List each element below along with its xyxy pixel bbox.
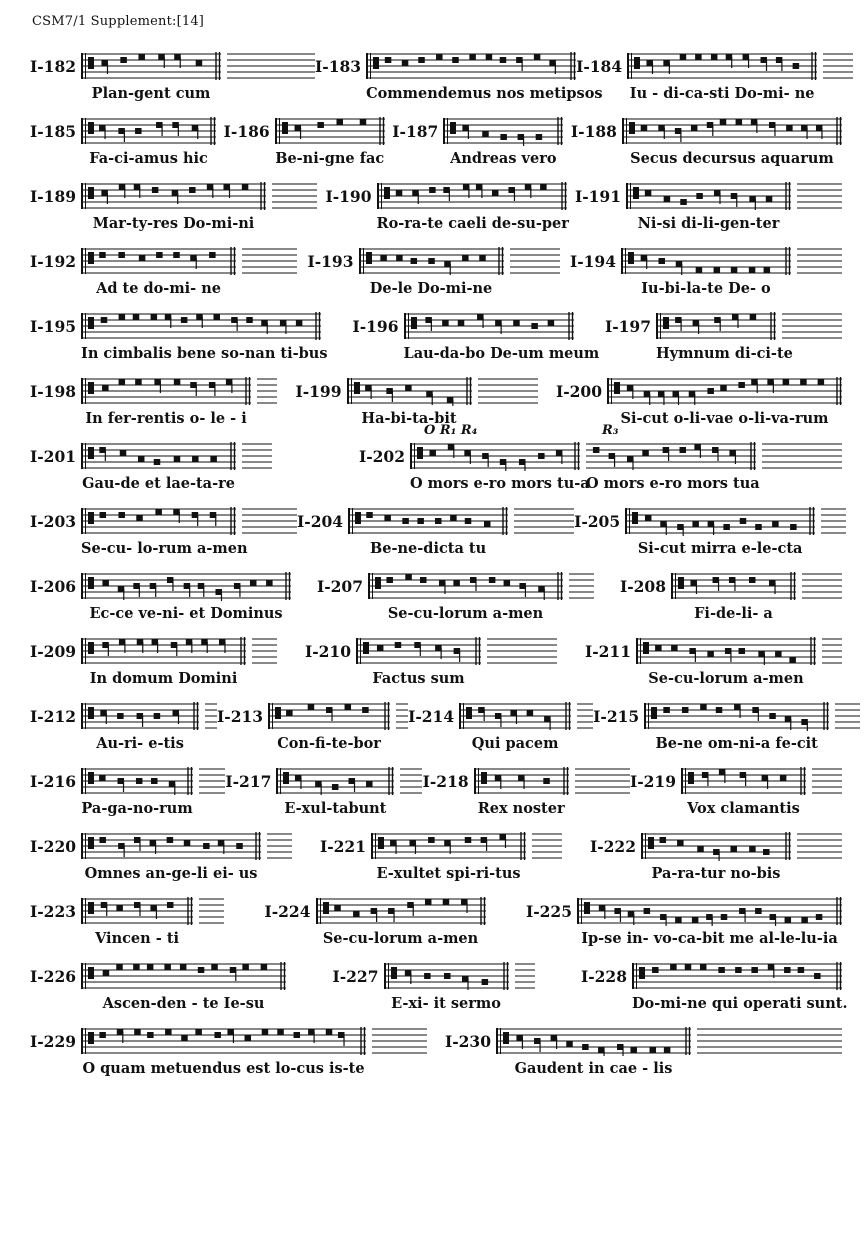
staff-wrap — [368, 569, 594, 622]
staff-notation — [410, 439, 842, 475]
staff-notation — [81, 114, 216, 150]
incipit-i-200 — [556, 374, 842, 427]
incipit-caption: Fa-ci-amus hic — [89, 150, 208, 167]
incipit-i-208 — [620, 569, 842, 622]
incipit-i-211 — [585, 634, 842, 687]
incipit-i-222 — [590, 829, 842, 882]
staff-notation — [366, 49, 576, 85]
incipit-i-186 — [224, 114, 385, 167]
staff-notation — [81, 634, 277, 670]
incipit-label: I-196 — [352, 317, 399, 336]
incipit-i-224 — [264, 894, 485, 947]
incipit-caption: De-le Do-mi-ne — [369, 280, 493, 297]
staff-notation — [632, 959, 842, 995]
incipit-label: I-184 — [576, 57, 623, 76]
incipit-i-189 — [30, 179, 317, 232]
staff-notation — [359, 244, 560, 280]
incipit-label: I-208 — [619, 577, 666, 596]
incipit-label: I-217 — [225, 772, 272, 791]
staff-wrap — [474, 764, 630, 817]
incipit-caption: Omnes an-ge-li ei- us — [84, 865, 258, 882]
incipit-label: I-223 — [30, 902, 77, 921]
incipit-i-202 — [358, 423, 842, 492]
staff-notation — [348, 504, 574, 540]
incipit-i-191 — [575, 179, 842, 232]
incipit-label: I-207 — [316, 577, 364, 596]
staff-wrap — [81, 244, 297, 297]
incipit-i-198 — [30, 374, 277, 427]
incipit-label: I-199 — [295, 382, 342, 401]
incipit-label: I-191 — [574, 187, 621, 206]
staff-notation — [81, 699, 217, 735]
incipit-row — [30, 374, 842, 427]
staff-notation — [347, 374, 538, 410]
staff-notation — [81, 959, 286, 995]
incipit-i-190 — [325, 179, 569, 232]
staff-notation — [268, 699, 408, 735]
incipit-caption: O quam metuendus est lo-cus is-te — [82, 1060, 365, 1077]
incipit-label: I-215 — [593, 707, 640, 726]
staff-wrap — [577, 894, 842, 947]
incipit-row — [30, 179, 842, 232]
incipit-i-201 — [30, 439, 272, 492]
incipit-caption: Se-cu- lo-rum a-men — [81, 540, 248, 557]
incipit-label: I-182 — [30, 57, 77, 76]
incipit-row — [30, 114, 842, 167]
incipit-label: I-186 — [223, 122, 270, 141]
staff-wrap — [81, 959, 286, 1012]
incipit-caption: Qui pacem — [471, 735, 559, 752]
incipit-label: I-205 — [574, 512, 621, 531]
staff-wrap — [359, 244, 560, 297]
incipit-caption: Iu - di-ca-sti Do-mi- ne — [629, 85, 815, 102]
incipit-caption: Con-fi-te-bor — [277, 735, 381, 752]
staff-notation — [368, 569, 594, 605]
incipit-i-218 — [423, 764, 630, 817]
staff-wrap — [81, 374, 277, 427]
incipit-label: I-185 — [30, 122, 77, 141]
incipit-label: I-226 — [30, 967, 77, 986]
incipit-label: I-202 — [358, 447, 405, 466]
incipit-row — [30, 959, 848, 1012]
staff-wrap — [625, 504, 846, 557]
incipit-label: I-190 — [325, 187, 372, 206]
incipit-i-223 — [30, 894, 224, 947]
incipit-caption: Be-ne-dicta tu — [370, 540, 487, 557]
incipit-label: I-192 — [30, 252, 77, 271]
staff-notation — [377, 179, 567, 215]
staff-wrap — [81, 49, 315, 102]
incipit-i-203 — [30, 504, 297, 557]
incipit-row — [30, 244, 842, 297]
incipit-label: I-214 — [408, 707, 455, 726]
incipit-i-219 — [630, 764, 842, 817]
incipit-label: I-230 — [444, 1032, 491, 1051]
incipit-caption: Ha-bi-ta-bit — [361, 410, 457, 427]
incipit-row — [30, 894, 842, 947]
incipit-label: I-228 — [580, 967, 627, 986]
incipit-caption: Vox clamantis — [687, 800, 800, 817]
staff-notation — [81, 569, 291, 605]
incipit-i-188 — [571, 114, 842, 167]
incipit-i-226 — [30, 959, 286, 1012]
incipit-caption: Ad te do-mi- ne — [96, 280, 221, 297]
incipit-caption: Fi-de-li- a — [694, 605, 773, 622]
incipit-caption: E-xul-tabunt — [284, 800, 387, 817]
staff-wrap — [268, 699, 408, 752]
incipit-caption: Mar-ty-res Do-mi-ni — [92, 215, 255, 232]
staff-notation — [81, 894, 224, 930]
staff-wrap — [81, 894, 224, 947]
incipit-i-192 — [30, 244, 297, 297]
incipit-label: I-213 — [217, 707, 264, 726]
incipit-caption: Commendemus nos metipsos — [366, 85, 603, 102]
staff-wrap — [671, 569, 842, 622]
staff-wrap — [81, 179, 317, 232]
incipit-caption: O mors e-ro mors tua — [586, 475, 760, 492]
incipit-row — [30, 829, 842, 882]
incipit-i-221 — [320, 829, 562, 882]
staff-wrap — [81, 439, 272, 492]
rubric-annotation: R₃ — [602, 423, 619, 438]
staff-notation — [276, 764, 422, 800]
incipit-i-182 — [30, 49, 315, 102]
staff-wrap — [275, 114, 385, 167]
staff-notation — [622, 114, 842, 150]
incipit-i-207 — [317, 569, 594, 622]
incipit-row — [30, 423, 842, 492]
incipit-caption: Ec-ce ve-ni- et Dominus — [89, 605, 283, 622]
staff-wrap — [656, 309, 842, 362]
incipit-caption: In fer-rentis o- le - i — [85, 410, 247, 427]
staff-wrap — [316, 894, 486, 947]
incipit-label: I-219 — [629, 772, 676, 791]
incipit-caption: Iu-bi-la-te De- o — [641, 280, 771, 297]
staff-wrap — [81, 699, 217, 752]
incipit-i-230 — [445, 1024, 842, 1077]
incipit-caption: Plan-gent cum — [91, 85, 211, 102]
staff-notation — [625, 504, 846, 540]
incipit-label: I-218 — [422, 772, 469, 791]
incipit-caption: Ip-se in- vo-ca-bit me al-le-lu-ia — [581, 930, 838, 947]
incipit-label: I-195 — [30, 317, 77, 336]
staff-wrap — [403, 309, 600, 362]
staff-wrap — [627, 49, 853, 102]
incipit-label: I-211 — [584, 642, 631, 661]
incipit-label: I-203 — [30, 512, 77, 531]
incipit-i-204 — [297, 504, 574, 557]
incipit-i-228 — [580, 959, 848, 1012]
incipit-label: I-212 — [30, 707, 77, 726]
incipit-caption: Do-mi-ne qui operati sunt. — [631, 995, 848, 1012]
staff-wrap — [81, 309, 328, 362]
staff-notation — [627, 49, 853, 85]
staff-notation — [81, 439, 272, 475]
incipit-label: I-200 — [555, 382, 602, 401]
incipit-caption: Ni-si di-li-gen-ter — [637, 215, 780, 232]
incipit-caption: Be-ne om-ni-a fe-cit — [655, 735, 818, 752]
staff-wrap — [81, 569, 291, 622]
incipit-label: I-201 — [30, 447, 77, 466]
incipit-label: I-189 — [30, 187, 77, 206]
incipit-caption: Au-ri- e-tis — [96, 735, 184, 752]
incipit-i-215 — [593, 699, 860, 752]
incipit-caption: Si-cut mirra e-le-cta — [637, 540, 803, 557]
incipit-i-220 — [30, 829, 292, 882]
staff-notation — [81, 244, 297, 280]
staff-wrap — [443, 114, 563, 167]
incipit-caption: Vincen - ti — [95, 930, 180, 947]
incipit-caption: Se-cu-lorum a-men — [322, 930, 479, 947]
incipit-label: I-204 — [297, 512, 344, 531]
staff-wrap — [607, 374, 842, 427]
staff-wrap — [641, 829, 842, 882]
staff-notation — [644, 699, 860, 735]
incipit-label: I-198 — [30, 382, 77, 401]
incipit-i-206 — [30, 569, 291, 622]
incipit-caption: Rex noster — [477, 800, 565, 817]
staff-notation — [81, 179, 317, 215]
incipit-i-209 — [30, 634, 277, 687]
incipit-row — [30, 309, 842, 362]
incipit-i-196 — [352, 309, 600, 362]
staff-notation — [81, 1024, 427, 1060]
incipit-i-205 — [574, 504, 846, 557]
staff-notation — [81, 49, 315, 85]
staff-wrap — [644, 699, 860, 752]
incipit-label: I-209 — [30, 642, 77, 661]
incipit-label: I-194 — [569, 252, 616, 271]
staff-notation — [81, 829, 292, 865]
staff-notation — [316, 894, 486, 930]
incipit-i-184 — [576, 49, 853, 102]
staff-notation — [275, 114, 385, 150]
incipit-i-225 — [526, 894, 842, 947]
incipit-label: I-220 — [30, 837, 77, 856]
incipit-caption: Pa-ra-tur no-bis — [651, 865, 781, 882]
staff-notation — [636, 634, 842, 670]
incipit-caption: Be-ni-gne fac — [275, 150, 385, 167]
staff-wrap — [347, 374, 538, 427]
staff-notation — [356, 634, 557, 670]
incipit-label: I-210 — [304, 642, 352, 661]
incipit-i-194 — [570, 244, 842, 297]
staff-wrap — [81, 764, 225, 817]
incipit-i-217 — [225, 764, 422, 817]
incipit-i-195 — [30, 309, 328, 362]
staff-wrap — [626, 179, 842, 232]
incipit-label: I-229 — [30, 1032, 77, 1051]
staff-notation — [474, 764, 630, 800]
incipit-caption: Gau-de et lae-ta-re — [82, 475, 235, 492]
staff-wrap — [622, 114, 842, 167]
staff-notation — [81, 309, 321, 345]
staff-wrap — [81, 114, 216, 167]
incipit-i-227 — [332, 959, 534, 1012]
incipit-caption: Si-cut o-li-vae o-li-va-rum — [620, 410, 829, 427]
staff-wrap — [371, 829, 562, 882]
incipit-caption: In domum Domini — [89, 670, 238, 687]
rubric-annotation: O R₁ R₄ — [424, 423, 478, 438]
incipit-label: I-224 — [264, 902, 311, 921]
incipit-label: I-197 — [604, 317, 651, 336]
incipit-row — [30, 764, 842, 817]
incipit-i-197 — [605, 309, 842, 362]
incipit-row — [30, 699, 842, 752]
staff-notation — [384, 959, 535, 995]
incipit-i-187 — [392, 114, 563, 167]
staff-wrap — [348, 504, 574, 557]
page-header: CSM7/1 Supplement:[14] — [32, 14, 205, 29]
staff-notation — [81, 504, 297, 540]
incipit-caption: Factus sum — [372, 670, 465, 687]
staff-notation — [371, 829, 562, 865]
incipit-caption: E-xi- it sermo — [391, 995, 501, 1012]
incipit-list — [30, 49, 848, 1077]
staff-notation — [656, 309, 842, 345]
incipit-label: I-193 — [307, 252, 354, 271]
incipit-label: I-187 — [392, 122, 439, 141]
incipit-caption: Lau-da-bo De-um meum — [403, 345, 600, 362]
staff-wrap — [276, 764, 422, 817]
incipit-label: I-188 — [570, 122, 617, 141]
staff-wrap — [81, 634, 277, 687]
incipit-caption: O mors e-ro mors tu-a — [410, 475, 590, 492]
incipit-i-229 — [30, 1024, 427, 1077]
staff-notation — [577, 894, 842, 930]
incipit-caption: E-xultet spi-ri-tus — [376, 865, 521, 882]
incipit-i-212 — [30, 699, 217, 752]
incipit-caption: Andreas vero — [450, 150, 557, 167]
incipit-caption: Ascen-den - te Ie-su — [102, 995, 265, 1012]
incipit-row — [30, 49, 842, 102]
staff-notation — [459, 699, 593, 735]
staff-wrap — [496, 1024, 842, 1077]
incipit-i-185 — [30, 114, 216, 167]
incipit-caption: Ro-ra-te caeli de-su-per — [376, 215, 569, 232]
incipit-caption: Pa-ga-no-rum — [81, 800, 193, 817]
staff-notation — [626, 179, 842, 215]
incipit-caption: Se-cu-lorum a-men — [648, 670, 804, 687]
incipit-label: I-221 — [319, 837, 367, 856]
incipit-caption: Hymnum di-ci-te — [655, 345, 793, 362]
staff-wrap — [410, 423, 842, 492]
incipit-label: I-222 — [589, 837, 636, 856]
staff-notation — [671, 569, 842, 605]
staff-notation — [681, 764, 842, 800]
staff-wrap — [631, 959, 848, 1012]
staff-wrap — [81, 504, 297, 557]
staff-wrap — [636, 634, 842, 687]
incipit-label: I-227 — [332, 967, 379, 986]
caption-group — [410, 475, 842, 492]
staff-notation — [443, 114, 563, 150]
staff-wrap — [621, 244, 842, 297]
staff-wrap — [81, 1024, 427, 1077]
incipit-i-199 — [295, 374, 537, 427]
staff-notation — [621, 244, 842, 280]
incipit-caption: In cimbalis bene so-nan ti-bus — [81, 345, 328, 362]
staff-notation — [81, 764, 225, 800]
incipit-label: I-206 — [30, 577, 77, 596]
incipit-row — [30, 504, 842, 557]
incipit-caption: Se-cu-lorum a-men — [387, 605, 544, 622]
staff-wrap — [384, 959, 535, 1012]
incipit-label: I-183 — [315, 57, 362, 76]
incipit-row — [30, 1024, 842, 1077]
staff-wrap — [81, 829, 292, 882]
incipit-caption: Gaudent in cae - lis — [514, 1060, 673, 1077]
incipit-i-213 — [217, 699, 408, 752]
incipit-caption: Secus decursus aquarum — [630, 150, 834, 167]
staff-notation — [404, 309, 574, 345]
staff-notation — [607, 374, 842, 410]
staff-wrap — [681, 764, 842, 817]
staff-wrap — [459, 699, 593, 752]
staff-notation — [641, 829, 842, 865]
incipit-i-210 — [305, 634, 557, 687]
incipit-label: I-225 — [525, 902, 572, 921]
incipit-i-216 — [30, 764, 225, 817]
staff-notation — [81, 374, 277, 410]
staff-notation — [496, 1024, 842, 1060]
incipit-row — [30, 569, 842, 622]
incipit-i-193 — [307, 244, 559, 297]
staff-wrap — [356, 634, 557, 687]
incipit-i-214 — [408, 699, 593, 752]
incipit-row — [30, 634, 842, 687]
staff-wrap — [377, 179, 567, 232]
incipit-label: I-216 — [30, 772, 77, 791]
